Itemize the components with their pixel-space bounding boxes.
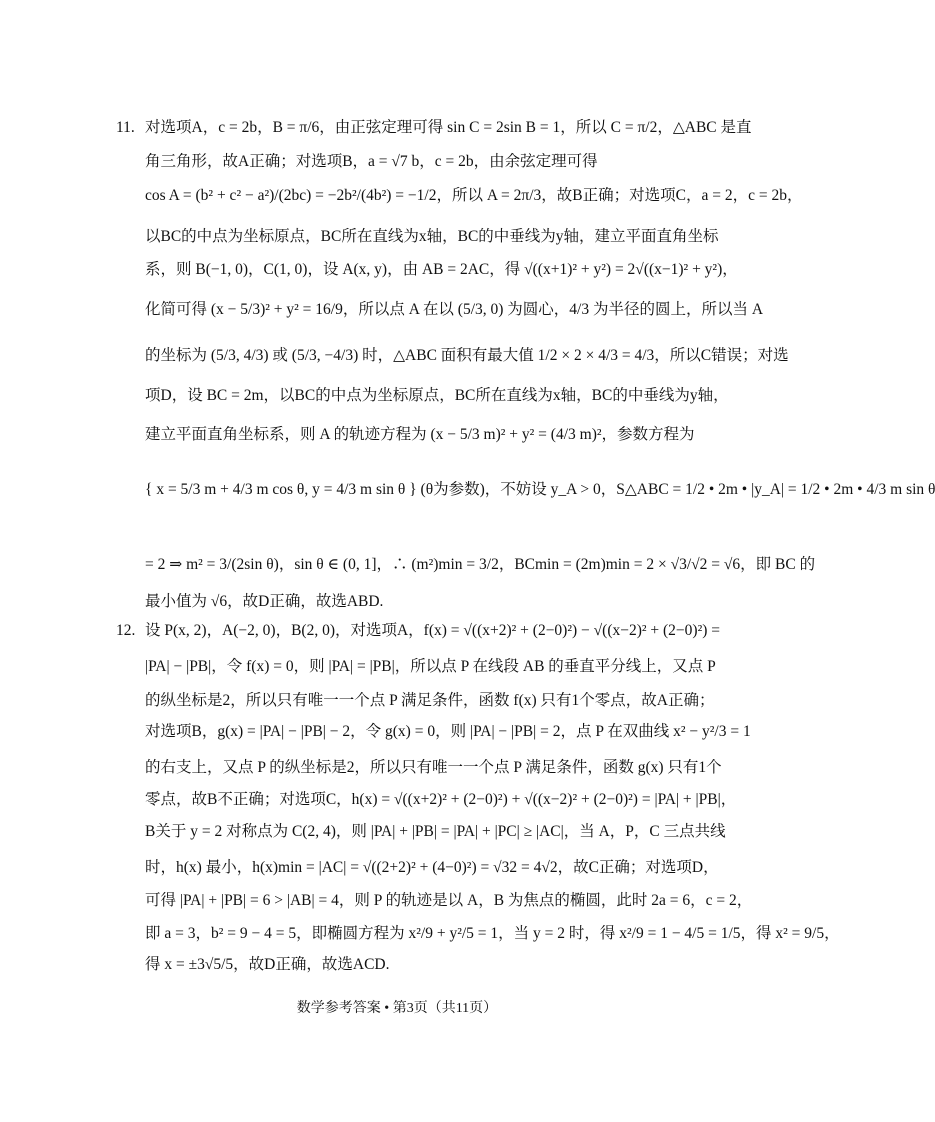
solution-line: 对选项A，c = 2b，B = π/6，由正弦定理可得 sin C = 2sin B = 1，所以 C = π/2，△ABC 是直 (145, 119, 752, 136)
solution-line: 的纵坐标是2，所以只有唯一一个点 P 满足条件，函数 f(x) 只有1个零点，故A正确； (145, 692, 715, 709)
solution-line: 化简可得 (x − 5/3)² + y² = 16/9，所以点 A 在以 (5/3, 0) 为圆心，4/3 为半径的圆上，所以当 A (145, 301, 764, 318)
solution-line: 的右支上，又点 P 的纵坐标是2，所以只有唯一一个点 P 满足条件，函数 g(x) 只有1个 (145, 759, 722, 776)
solution-line: { x = 5/3 m + 4/3 m cos θ, y = 4/3 m sin θ } (θ为参数)，不妨设 y_A > 0，S△ABC = 1/2 • 2m • |y_A| = 1/2 • 2m • 4/3 m sin θ (145, 481, 935, 498)
solution-line: 可得 |PA| + |PB| = 6 > |AB| = 4，则 P 的轨迹是以 A，B 为焦点的椭圆，此时 2a = 6，c = 2， (145, 892, 753, 909)
problem-number: 12. (116, 622, 136, 639)
solution-line: 以BC的中点为坐标原点，BC所在直线为x轴，BC的中垂线为y轴，建立平面直角坐标 (145, 228, 719, 245)
page-footer: 数学参考答案 • 第3页（共11页） (296, 1001, 498, 1016)
solution-line: = 2 ⇒ m² = 3/(2sin θ)，sin θ ∈ (0, 1]，∴ (m²)min = 3/2，BCmin = (2m)min = 2 × √3/√2 = √6，即 BC 的 (145, 556, 816, 573)
solution-line: B关于 y = 2 对称点为 C(2, 4)，则 |PA| + |PB| = |PA| + |PC| ≥ |AC|，当 A，P，C 三点共线 (145, 823, 726, 840)
solution-line: 对选项B，g(x) = |PA| − |PB| − 2，令 g(x) = 0，则 |PA| − |PB| = 2，点 P 在双曲线 x² − y²/3 = 1 (145, 723, 751, 740)
solution-line: cos A = (b² + c² − a²)/(2bc) = −2b²/(4b²) = −1/2，所以 A = 2π/3，故B正确；对选项C，a = 2，c = 2b， (145, 187, 803, 204)
solution-line: 即 a = 3，b² = 9 − 4 = 5，即椭圆方程为 x²/9 + y²/5 = 1，当 y = 2 时，得 x²/9 = 1 − 4/5 = 1/5，得 x² = 9/5， (145, 925, 840, 942)
solution-line: 项D，设 BC = 2m，以BC的中点为坐标原点，BC所在直线为x轴，BC的中垂线为y轴， (145, 387, 729, 404)
problem-number: 11. (116, 119, 135, 136)
solution-line: 零点，故B不正确；对选项C，h(x) = √((x+2)² + (2−0)²) + √((x−2)² + (2−0)²) = |PA| + |PB|， (145, 791, 737, 808)
solution-line: |PA| − |PB|，令 f(x) = 0，则 |PA| = |PB|，所以点 P 在线段 AB 的垂直平分线上，又点 P (145, 658, 716, 675)
solution-line: 最小值为 √6，故D正确，故选ABD. (145, 593, 384, 610)
solution-line: 角三角形，故A正确；对选项B，a = √7 b，c = 2b，由余弦定理可得 (145, 153, 598, 170)
solution-line: 的坐标为 (5/3, 4/3) 或 (5/3, −4/3) 时，△ABC 面积有最大值 1/2 × 2 × 4/3 = 4/3，所以C错误；对选 (145, 347, 789, 364)
solution-line: 得 x = ±3√5/5，故D正确，故选ACD. (145, 956, 390, 973)
solution-line: 建立平面直角坐标系，则 A 的轨迹方程为 (x − 5/3 m)² + y² = (4/3 m)²，参数方程为 (145, 426, 695, 443)
solution-line: 设 P(x, 2)，A(−2, 0)，B(2, 0)，对选项A，f(x) = √((x+2)² + (2−0)²) − √((x−2)² + (2−0)²) = (145, 622, 721, 639)
solution-line: 时，h(x) 最小，h(x)min = |AC| = √((2+2)² + (4−0)²) = √32 = 4√2，故C正确；对选项D， (145, 859, 719, 876)
solution-line: 系，则 B(−1, 0)，C(1, 0)，设 A(x, y)，由 AB = 2AC，得 √((x+1)² + y²) = 2√((x−1)² + y²)， (145, 261, 738, 278)
